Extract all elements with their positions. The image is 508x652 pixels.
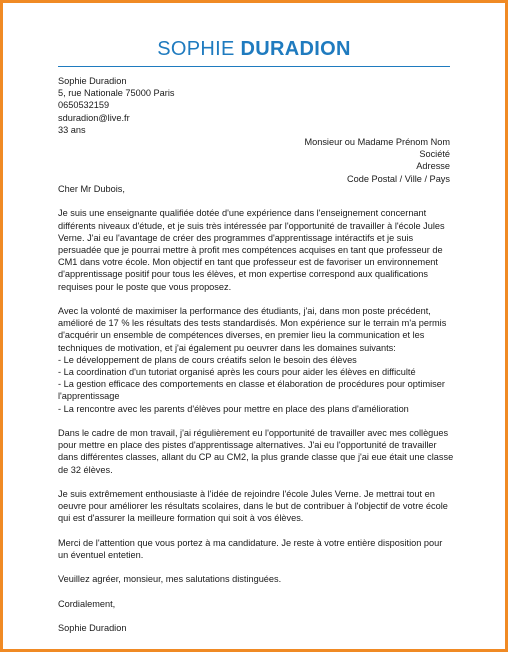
skills-list — [58, 354, 454, 415]
recipient-address: Adresse — [416, 161, 450, 172]
paragraph-experience: Avec la volonté de maximiser la performance des étudiants, j'ai, dans mon poste précédent, amélioré de 17 % les résultats des tests standardisés. Mon expérience sur le terrain m'a permis d'acquérir un ensemble de compétences diverses, en premier lieu la communication et les techniques de motivation, et j'ai également pu oeuvrer dans les domaines suivants: — [58, 306, 447, 353]
sender-age: 33 ans — [58, 124, 86, 135]
closing: Cordialement, — [58, 598, 116, 609]
list-item: - La gestion efficace des comportements en classe et élaboration de procédures pour optimiser l'apprentissage — [58, 379, 445, 402]
letter-body — [58, 183, 454, 647]
signature: Sophie Duradion — [58, 623, 127, 634]
list-item: - La rencontre avec les parents d'élèves pour mettre en place des plans d'amélioration — [58, 403, 409, 414]
paragraph-motivation: Je suis extrêmement enthousiaste à l'idée de rejoindre l'école Jules Verne. Je mettrai tout en oeuvre pour améliorer les résultats scolaires, dans le but de contribuer à l'objectif de votre école qui est d'assurer la meilleure formation qui soit à vos élèves. — [58, 489, 448, 524]
recipient-company: Société — [419, 149, 450, 160]
sender-phone: 0650532159 — [58, 100, 110, 111]
sender-email: sduradion@live.fr — [58, 112, 130, 123]
recipient-name: Monsieur ou Madame Prénom Nom — [304, 137, 450, 147]
paragraph-intro: Je suis une enseignante qualifiée dotée d'une expérience dans l'enseignement concernant différents niveaux d'étude, et je suis très intéressée par l'opportunité de travailler à l'école Jules Verne. J'ai eu l'avantage de créer des programmes d'apprentissage intéractifs et je suis persuadée que je pourrai mettre à profit mes compétences acquises en tant que professeur de CM1 dans votre école. Mon objectif en tant que professeur est de favoriser un environnement d'apprentissage positif pour tous les élèves, et mon expertise correspond aux qualifications requises pour le poste que vous proposez. — [58, 208, 445, 292]
greeting: Cher Mr Dubois, — [58, 184, 125, 194]
page-title — [0, 38, 508, 61]
paragraph-teamwork: Dans le cadre de mon travail, j'ai régulièrement eu l'opportunité de travailler avec mes collègues pour mettre en place des pistes d'apprentissage alternatives. J'ai eu l'opportunité de travailler dans différentes classes, allant du CP au CM2, la plus grande classe que j'ai eue était une classe de 32 élèves. — [58, 428, 454, 475]
sender-address: 5, rue Nationale 75000 Paris — [58, 88, 175, 99]
list-item: - La coordination d'un tutoriat organisé après les cours pour aider les élèves en difficulté — [58, 367, 416, 378]
recipient-city: Code Postal / Ville / Pays — [347, 173, 450, 184]
last-name: DURADION — [240, 38, 351, 60]
title-divider — [58, 66, 450, 67]
paragraph-thanks: Merci de l'attention que vous portez à ma candidature. Je reste à votre entière disposition pour un éventuel entetien. — [58, 537, 443, 561]
sender-block — [58, 75, 174, 136]
sender-name: Sophie Duradion — [58, 76, 127, 86]
recipient-block — [304, 136, 450, 185]
list-item: - Le développement de plans de cours créatifs selon le besoin des élèves — [58, 354, 357, 365]
paragraph-salutation: Veuillez agréer, monsieur, mes salutations distinguées. — [58, 574, 282, 585]
first-name: SOPHIE — [157, 38, 235, 60]
